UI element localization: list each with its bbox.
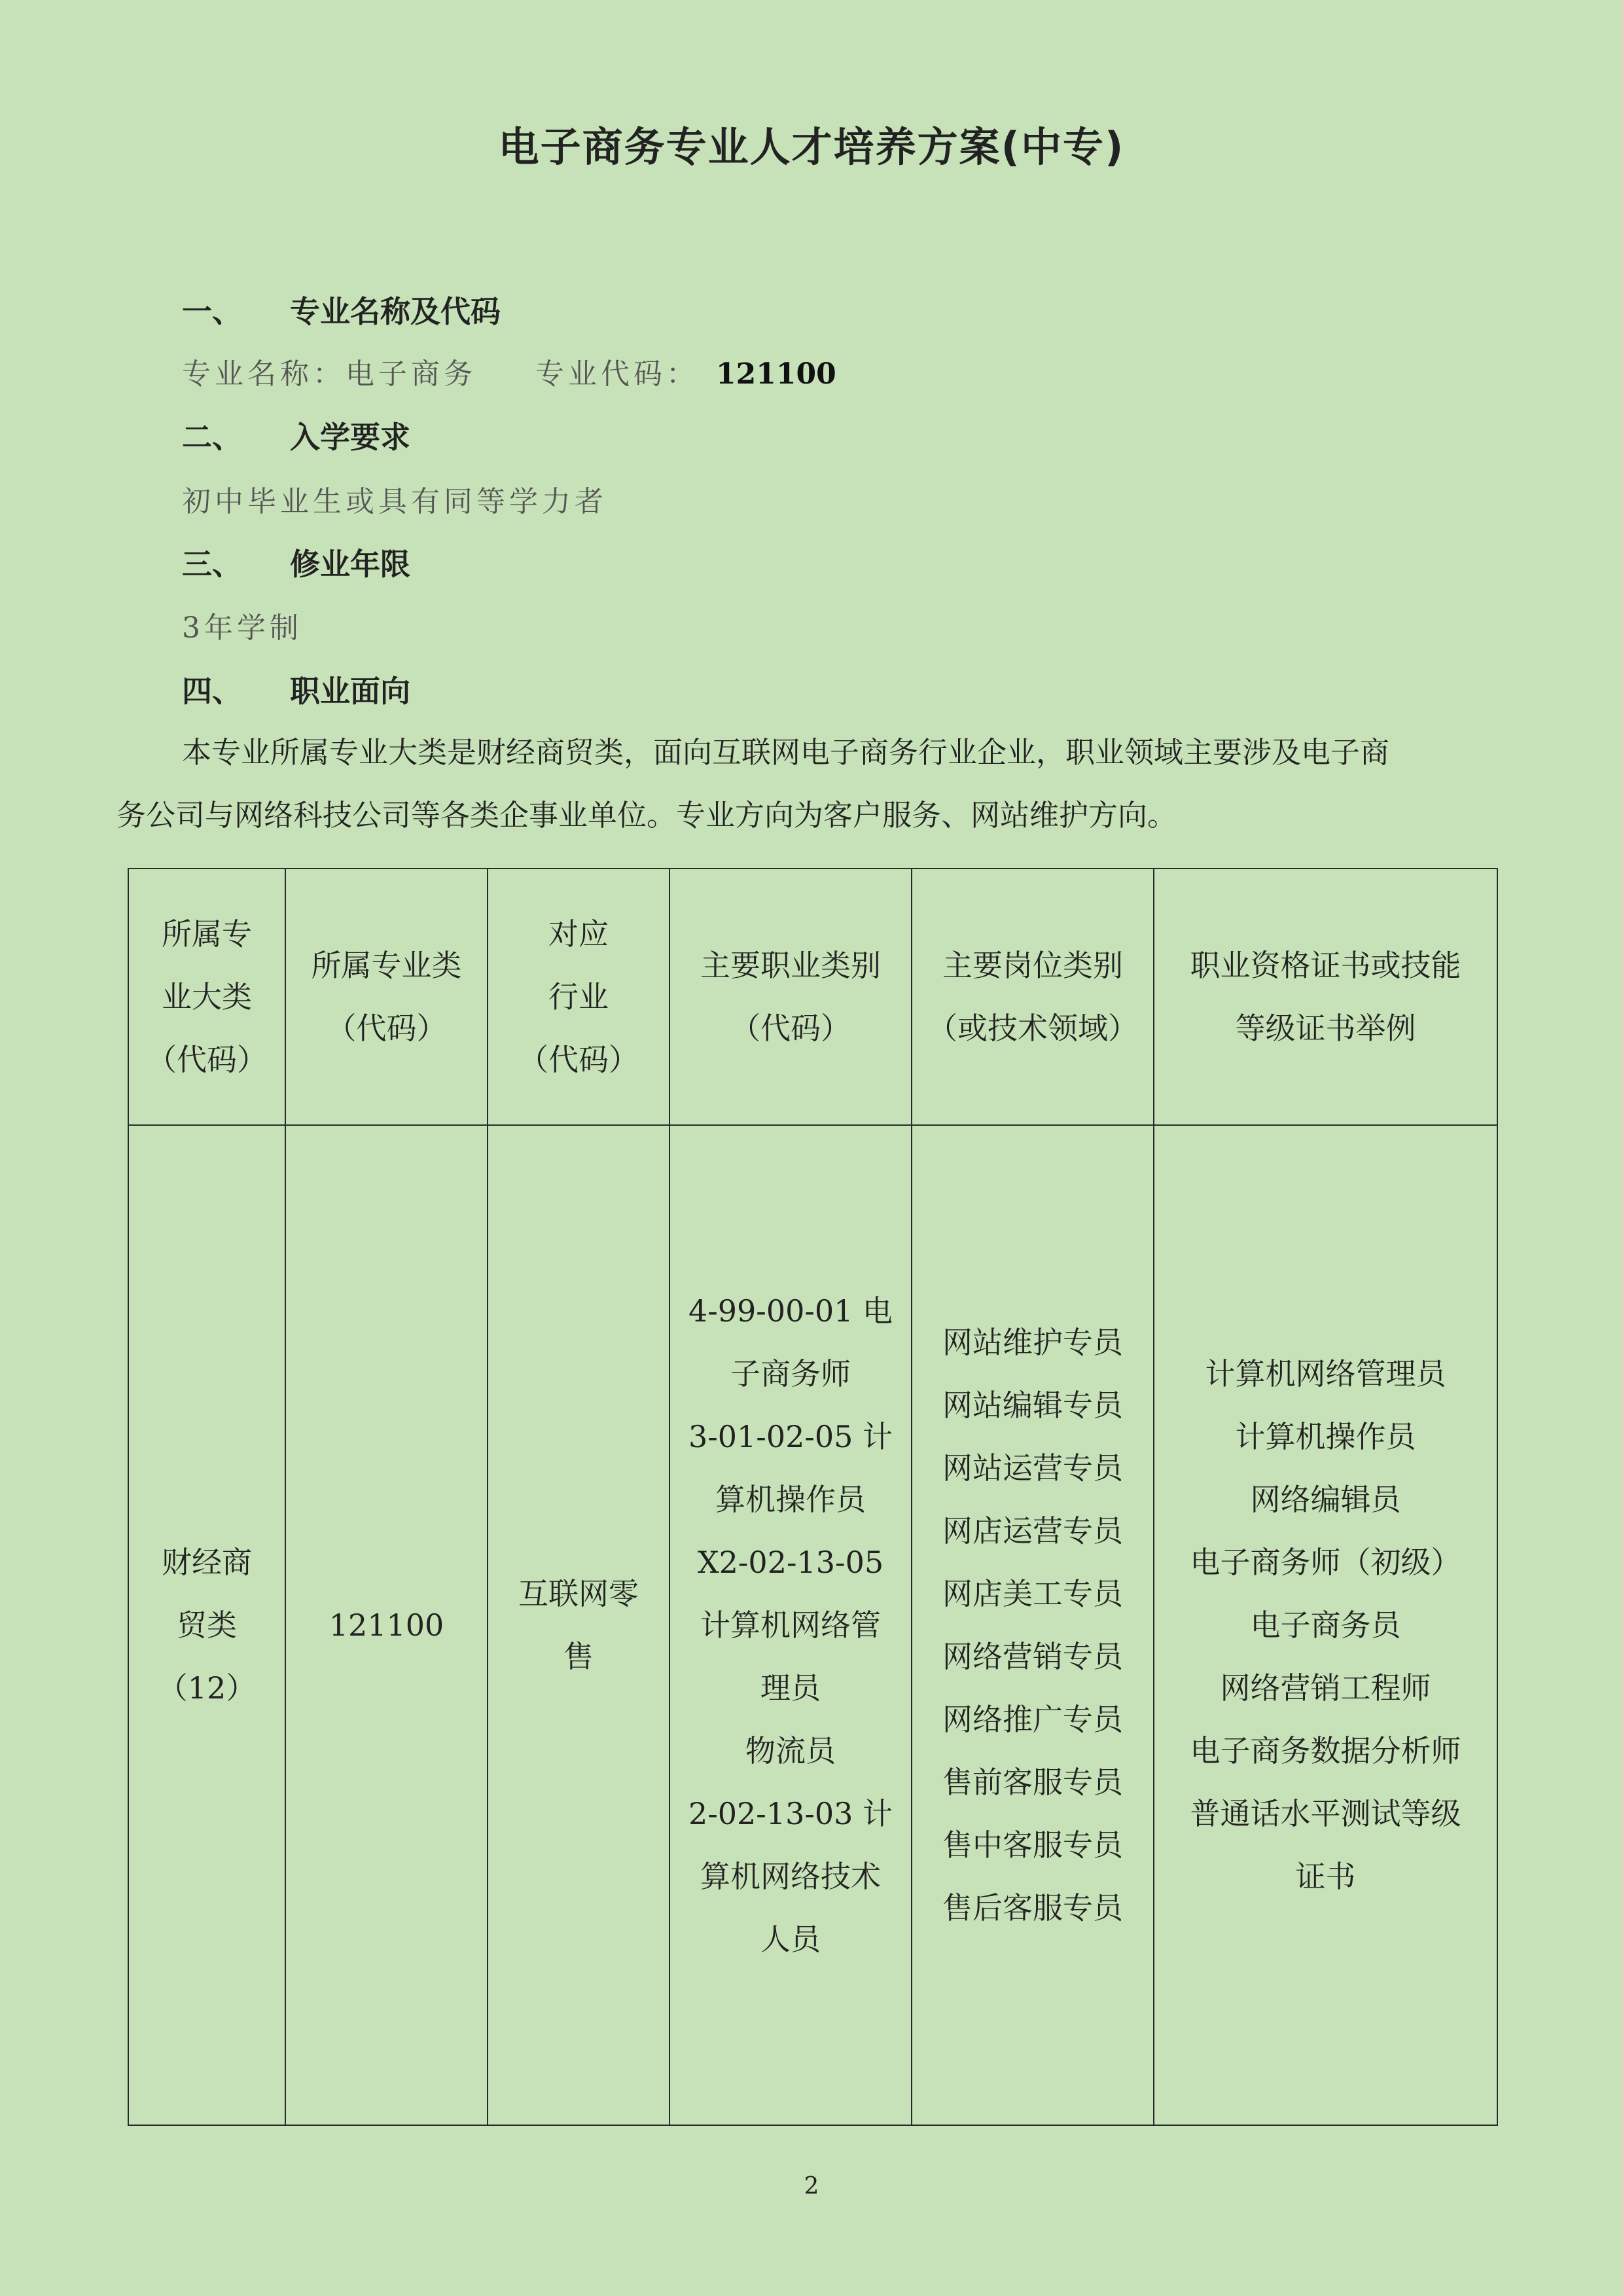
cell-occupation-category: 4-99-00-01 电 子商务师 3-01-02-05 计 算机操作员 X2-02-13-05 计算机网络管 理员 物流员 2-02-13-03 计 算机网络技术 人员 [669,1125,912,2125]
study-duration: 3年学制 [182,611,302,645]
section-3-title: 修业年限 [290,547,410,582]
table-header-row [128,869,1497,1125]
header-industry: 对应 行业 （代码） [488,869,669,1125]
section-2-heading [182,414,410,457]
cell-major-class: 121100 [285,1125,488,2125]
major-code-label: 专业代码： [535,357,699,391]
page-number: 2 [804,2173,819,2200]
table-row [128,1125,1497,2125]
cell-industry: 互联网零 售 [488,1125,669,2125]
section-4-number: 四、 [182,673,242,709]
header-occupation-category: 主要职业类别 （代码） [669,869,912,1125]
section-1-title: 专业名称及代码 [290,294,501,329]
major-name-code-line [182,350,836,392]
section-4-title: 职业面向 [290,673,410,709]
section-4-heading [182,668,410,711]
cell-major-category: 财经商 贸类 （12） [128,1125,285,2125]
occupation-paragraph [116,721,1510,847]
section-1-number: 一、 [182,294,242,329]
cell-certificates: 计算机网络管理员 计算机操作员 网络编辑员 电子商务师（初级） 电子商务员 网络营销工程师 电子商务数据分析师 普通话水平测试等级 证书 [1154,1125,1497,2125]
section-1-heading [182,288,501,331]
section-3-number: 三、 [182,547,242,582]
header-certificates: 职业资格证书或技能 等级证书举例 [1154,869,1497,1125]
section-2-number: 二、 [182,420,242,455]
page-title: 电子商务专业人才培养方案(中专) [498,123,1125,171]
section-2-title: 入学要求 [290,420,410,455]
header-job-category: 主要岗位类别 （或技术领域） [912,869,1154,1125]
major-name: 专业名称：电子商务 [182,357,476,391]
section-3-heading [182,541,410,584]
header-major-class: 所属专业类 （代码） [285,869,488,1125]
cell-job-category: 网站维护专员 网站编辑专员 网站运营专员 网店运营专员 网店美工专员 网络营销专员 网络推广专员 售前客服专员 售中客服专员 售后客服专员 [912,1125,1154,2125]
admission-requirement: 初中毕业生或具有同等学力者 [182,485,607,518]
header-major-category: 所属专 业大类 （代码） [128,869,285,1125]
paragraph-line-2: 务公司与网络科技公司等各类企事业单位。专业方向为客户服务、网站维护方向。 [116,798,1177,833]
paragraph-line-1: 本专业所属专业大类是财经商贸类，面向互联网电子商务行业企业，职业领域主要涉及电子商 [182,735,1390,770]
major-code-value: 121100 [716,357,836,391]
occupation-table [128,868,1498,2126]
